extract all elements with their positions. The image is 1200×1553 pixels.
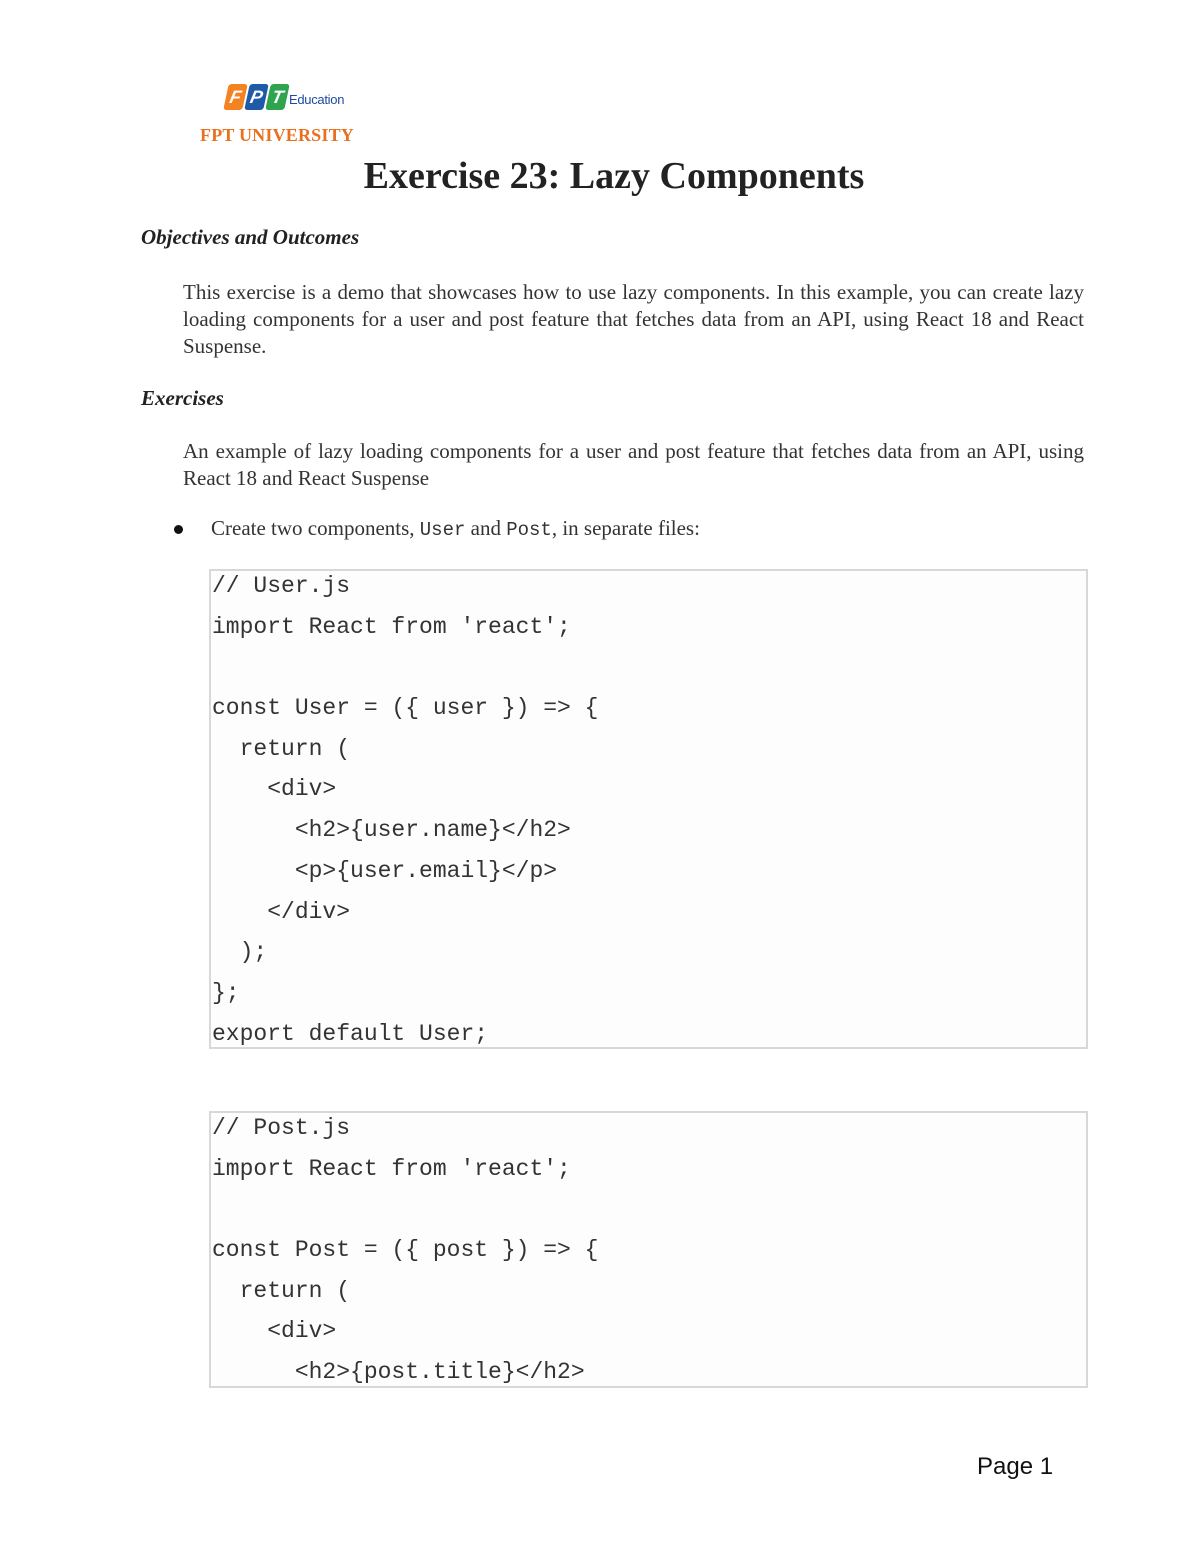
logo-tile-t: T xyxy=(265,84,290,110)
bullet-code-post: Post xyxy=(506,519,552,541)
bullet-suffix: , in separate files: xyxy=(551,516,700,540)
code-line: <div> xyxy=(212,776,337,803)
code-block-user xyxy=(209,569,1088,1049)
logo-education-text: Education xyxy=(289,92,345,107)
code-line: const Post = ({ post }) => { xyxy=(212,1237,599,1264)
bullet-text xyxy=(211,516,700,541)
code-line: </div> xyxy=(212,898,351,925)
logo-university-text: FPT UNIVERSITY xyxy=(200,125,354,145)
code-line xyxy=(211,1194,1086,1235)
logo-tile-p: P xyxy=(244,84,269,110)
code-line: const User = ({ user }) => { xyxy=(212,695,599,722)
fpt-logo-mark xyxy=(226,84,289,110)
exercises-paragraph: An example of lazy loading components for a user and post feature that fetches data from an API, using React 18 and React Suspense xyxy=(183,439,1084,490)
code-line: export default User; xyxy=(212,1020,489,1047)
logo-tile-f: F xyxy=(223,84,248,110)
code-line: <h2>{user.name}</h2> xyxy=(212,817,571,844)
bullet-code-user: User xyxy=(419,519,466,541)
code-line: ); xyxy=(212,939,268,966)
objectives-heading: Objectives and Outcomes xyxy=(141,225,360,249)
objectives-paragraph: This exercise is a demo that showcases how to use lazy components. In this example, you can create lazy loading components for a user and post feature that fetches data from an API, using React 18 and React Suspense. xyxy=(183,280,1084,358)
code-line: }; xyxy=(212,979,240,1006)
code-line: return ( xyxy=(212,735,351,762)
code-line: import React from 'react'; xyxy=(212,1155,571,1182)
exercises-heading: Exercises xyxy=(141,386,224,410)
code-block-post xyxy=(209,1111,1088,1388)
code-line: return ( xyxy=(212,1277,351,1304)
code-line: // Post.js xyxy=(212,1115,351,1141)
code-line: // User.js xyxy=(212,573,351,599)
bullet-middle: and xyxy=(465,516,507,540)
code-line: <p>{user.email}</p> xyxy=(212,857,558,884)
code-line: <div> xyxy=(212,1318,337,1345)
page-number: Page 1 xyxy=(977,1453,1054,1480)
bullet-prefix: Create two components, xyxy=(211,516,420,540)
code-line: import React from 'react'; xyxy=(212,613,571,640)
code-line: <h2>{post.title}</h2> xyxy=(212,1359,585,1386)
code-line xyxy=(211,652,1086,693)
page-title: Exercise 23: Lazy Components xyxy=(363,155,865,197)
fpt-logo xyxy=(200,82,380,154)
bullet-dot-icon xyxy=(174,525,183,534)
